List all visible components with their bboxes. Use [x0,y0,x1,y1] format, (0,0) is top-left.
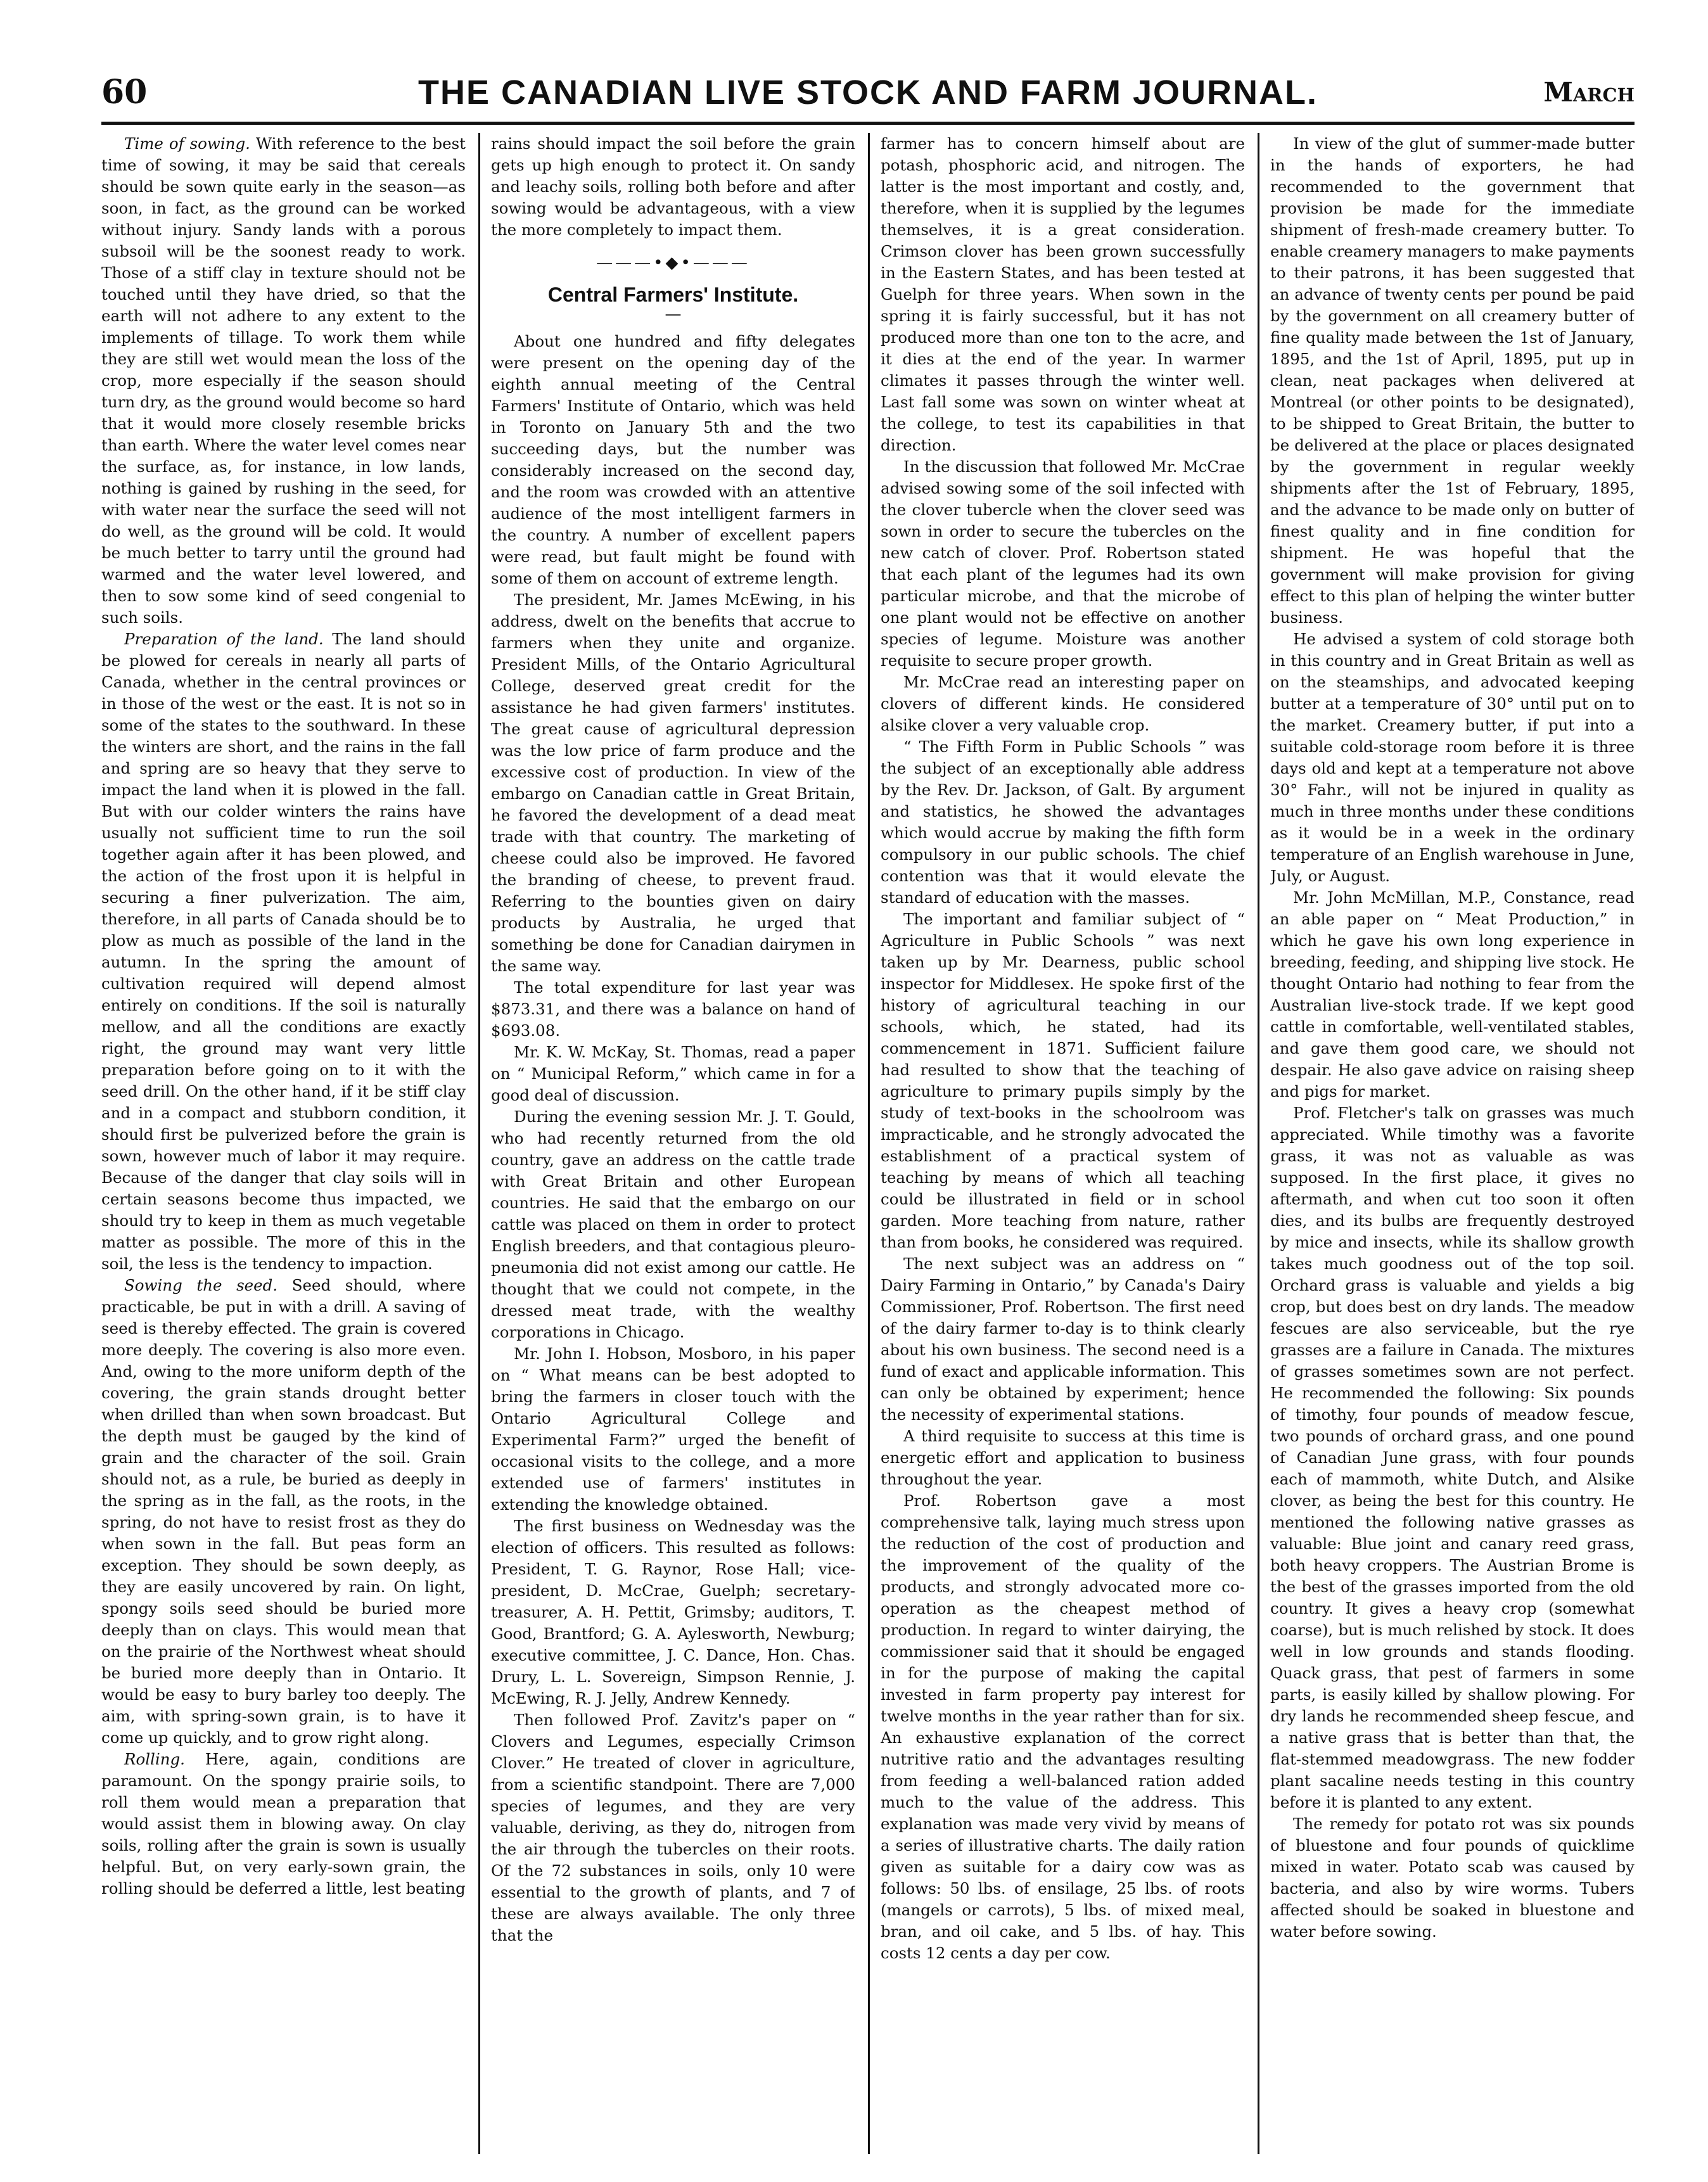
paragraph-text: Here, again, conditions are paramount. On the spongy prairie soils, to roll them would mean a preparation that would assist them in blowing away. On clay soils, rolling after the grain is sown is usually helpful. But, on very early-sown grain, the rolling should be deferred a little, lest beating [101,1750,466,1898]
paragraph: The important and familiar subject of “ Agriculture in Public Schools ” was next taken up by Mr. Dearness, public school inspector for Middlesex. He spoke first of the history of agricultural teaching in our schools, which, he stated, had its commencement in 1871. Sufficient failure had resulted to show that the teaching of agriculture to primary pupils simply by the study of text-books in the schoolroom was impracticable, and he strongly advocated the establishment of a practical system of teaching by means of which all teaching could be illustrated in field or in school garden. More teaching from nature, rather than from books, he considered was required. [881,910,1245,1251]
paragraph-rolling [101,1749,466,1899]
page-number: 60 [101,73,148,112]
paragraph: Mr. McCrae read an interesting paper on clovers of different kinds. He considered alsike clover a very valuable crop. [881,673,1245,734]
paragraph: Then followed Prof. Zavitz's paper on “ Clovers and Legumes, especially Crimson Clover.” He treated of clover in agriculture, from a scientific standpoint. There are 7,000 species of legumes, and they are very valuable, deriving, as they do, nitrogen from the air through the tubercles on their roots. Of the 72 substances in soils, only 10 were essential to the growth of plants, and 7 of these are always available. The only three that the [491,1711,855,1944]
paragraph-preparation-of-land [101,628,466,1275]
paragraph: Prof. Robertson gave a most comprehensive talk, laying much stress upon the reduction of the cost of production and the improvement of the quality of the products, and strongly advocated more co-operation as the cheapest method of production. In regard to winter dairying, the commissioner said that it should be engaged in for the purpose of making the capital invested in farm property pay interest for twelve months in the year rather than for six. An exhaustive explanation of the correct nutritive ratio and the advantages resulting from feeding a well-balanced ration added much to the value of the address. This explanation was made very vivid by means of a series of illustrative charts. The daily ration given as suitable for a dairy cow was as follows: 50 lbs. of ensilage, 25 lbs. of roots (mangels or carrots), 5 lbs. of mixed meal, bran, and oil cake, and 5 lbs. of hay. This costs 12 cents a day per cow. [881,1491,1245,1962]
paragraph: He advised a system of cold storage both in this country and in Great Britain as well as on the steamships, and advocated keeping butter at a temperature of 30° until put on to the market. Creamery butter, if put into a suitable cold-storage room before it is three days old and kept at a temperature not above 30° Fahr., will not be injured in quality as much in three months under these conditions as it would be in a week in the ordinary temperature of an English warehouse in June, July, or August. [1270,630,1635,885]
heading-dash: — [665,305,682,324]
paragraph-text: Seed should, where practicable, be put in with a drill. A saving of seed is thereby effected. The grain is covered more deeply. The covering is also more even. And, owing to the more uniform depth of the covering, the grain stands drought better when drilled than when sown broadcast. But the depth must be gauged by the kind of grain and the character of the soil. Grain should not, as a rule, be buried as deeply in the spring as in the fall, as the roots, in the spring, do not have to resist frost as they do when sown in the fall. But peas form an exception. They should be sown deeply, as they are easily uncovered by rain. On light, spongy soils seed should be buried more deeply than on clays. This would mean that on the prairie of the Northwest wheat should be buried more deeply than in Ontario. It would be easy to bury barley too deeply. The aim, with spring-sown grain, is to have it come up quickly, and to grow right along. [101,1276,466,1747]
paragraph-time-of-sowing [101,133,466,628]
column-divider [478,133,480,2154]
paragraph-text: The land should be plowed for cereals in nearly all parts of Canada, whether in the central provinces or in those of the west or the east. It is not so in some of the states to the southward. In these the winters are short, and the rains in the fall and spring are so heavy that they serve to impact the land when it is plowed in the fall. But with our colder winters the rains have usually not sufficient time to run the soil together again after it has been plowed, and the action of the frost upon it is helpful in securing a finer pulverization. The aim, therefore, in all parts of Canada should be to plow as much as possible of the land in the autumn. In the spring the amount of cultivation required will depend almost entirely on conditions. If the soil is naturally mellow, and all the conditions are exactly right, the ground may want very little preparation before going on to it with the seed drill. On the other hand, if it be stiff clay and in a compact and stubborn condition, it should first be pulverized before the grain is sown, however much of labor it may require. Because of the danger that clay soils will in certain seasons become thus impacted, we should try to keep in them as much vegetable matter as possible. The more of this in the soil, the less is the tendency to impaction. [101,630,466,1273]
paragraph-lead: Rolling. [124,1750,185,1768]
paragraph: About one hundred and fifty delegates were present on the opening day of the eighth annual meeting of the Central Farmers' Institute of Ontario, which was held in Toronto on January 5th and the two succeeding days, but the number was considerably increased on the second day, and the room was crowded with an attentive audience of the most intelligent farmers in the country. A number of excellent papers were read, but fault might be found with some of them on account of extreme length. [491,332,855,587]
paragraph: The first business on Wednesday was the election of officers. This resulted as follows: President, T. G. Raynor, Rose Hall; vice-president, D. McCrae, Guelph; secretary-treasurer, A. H. Pettit, Grimsby; auditors, T. Good, Brantford; G. A. Aylesworth, Newburg; executive committee, J. C. Dance, Hon. Chas. Drury, L. L. Sovereign, Simpson Rennie, J. McEwing, R. J. Jelly, Andrew Kennedy. [491,1517,855,1707]
paragraph-lead: Sowing the seed. [124,1276,278,1294]
paragraph: Mr. John McMillan, M.P., Constance, read an able paper on “ Meat Production,” in which he gave his own long experience in breeding, feeding, and shipping live stock. He thought Ontario had nothing to fear from the Australian live-stock trade. If we kept good cattle in comfortable, well-ventilated stables, and gave them good care, we should not despair. He also gave advice on raising sheep and pigs for market. [1270,888,1635,1101]
paragraph-lead: Time of sowing. [124,134,250,153]
section-ornament: ———•◆•——— [596,253,750,272]
header-rule [101,122,1635,125]
paragraph-text: With reference to the best time of sowing, it may be said that cereals should be sown quite early in the season—as soon, in fact, as the ground can be worked without injury. Sandy lands with a porous subsoil will be the soonest ready to work. Those of a stiff clay in texture should not be touched until they have dried, so that the earth will not adhere to any extent to the implements of tillage. To work them while they are still wet would mean the loss of the crop, more especially if the season should turn dry, as the ground would become so hard that it would more closely resemble bricks than earth. Where the water level comes near the surface, as, for instance, in low lands, nothing is gained by rushing in the seed, for with water near the surface the seed will not do well, as the ground will be cold. It would be much better to tarry until the ground had warmed and the water level lowered, and then to sow some kind of seed congenial to such soils. [101,134,466,627]
paragraph: The remedy for potato rot was six pounds of bluestone and four pounds of quicklime mixed in water. Potato scab was caused by bacteria, and also by wire worms. Tubers affected should be soaked in bluestone and water before sowing. [1270,1815,1635,1941]
paragraph: A third requisite to success at this time is energetic effort and application to business throughout the year. [881,1427,1245,1488]
paragraph: Mr. K. W. McKay, St. Thomas, read a paper on “ Municipal Reform,” which came in for a good deal of discussion. [491,1043,855,1104]
paragraph: During the evening session Mr. J. T. Gould, who had recently returned from the old country, gave an address on the cattle trade with Great Britain and other European countries. He said that the embargo on our cattle was placed on them in order to protect English breeders, and that contagious pleuro-pneumonia did not exist among our cattle. He thought that we could not compete, in the dressed meat trade, with the wealthy corporations in Chicago. [491,1107,855,1341]
paragraph-lead: Preparation of the land. [124,630,324,648]
paragraph: “ The Fifth Form in Public Schools ” was the subject of an exceptionally able address by the Rev. Dr. Jackson, of Galt. By argument and statistics, he showed the advantages which would accrue by making the fifth form compulsory in our public schools. The chief contention was that it would elevate the standard of education with the masses. [881,737,1245,907]
journal-title: THE CANADIAN LIVE STOCK AND FARM JOURNAL. [417,73,1318,112]
section-heading: Central Farmers' Institute. [547,283,799,306]
column-2 [491,133,855,2154]
column-1 [101,133,466,2154]
column-4 [1270,133,1635,2154]
paragraph: Prof. Fletcher's talk on grasses was much appreciated. While timothy was a favorite grass, it was not as valuable as was supposed. In the first place, it gives no aftermath, and when cut too soon it often dies, and its bulbs are frequently destroyed by mice and insects, while its shallow growth takes much goodness out of the top soil. Orchard grass is valuable and yields a big crop, but does best on dry lands. The meadow fescues are also serviceable, but the rye grasses are a failure in Canada. The mixtures of grasses sometimes sown are not perfect. He recommended the following: Six pounds of timothy, four pounds of meadow fescue, two pounds of orchard grass, and one pound of Canadian June grass, with four pounds each of mammoth, white Dutch, and Alsike clover, as being the best for this country. He mentioned the following native grasses as valuable: Blue joint and canary reed grass, both heavy croppers. The Austrian Brome is the best of the grasses imported from the old country. It gives a heavy crop (somewhat coarse), but is much relished by stock. It does well in low grounds and stands flooding. Quack grass, that pest of farmers in some parts, is easily killed by shallow plowing. For dry lands he recommended sheep fescue, and a native grass that is better than that, the flat-stemmed meadowgrass. The new fodder plant sacaline needs testing in this country before it is planted to any extent. [1270,1104,1635,1811]
paragraph: In the discussion that followed Mr. McCrae advised sowing some of the soil infected with the clover tubercle when the clover seed was sown in order to secure the tubercles on the new catch of clover. Prof. Robertson stated that each plant of the legumes had its own particular microbe, and that the microbe of one plant would not be effective on another species of legume. Moisture was another requisite to secure proper growth. [881,457,1245,670]
column-3 [881,133,1245,2154]
paragraph: In view of the glut of summer-made butter in the hands of exporters, he had recommended to the government that provision be made for the immediate shipment of fresh-made creamery butter. To enable creamery managers to make payments to their patrons, it has been suggested that an advance of twenty cents per pound be paid by the government on all creamery butter of fine quality made between the 1st of January, 1895, and the 1st of April, 1895, put up in clean, neat packages when delivered at Montreal (or other points to be designated), to be shipped to Great Britain, the butter to be delivered at the place or places designated by the government in regular weekly shipments after the 1st of February, 1895, and the advance to be made only on butter of finest quality and in fine condition for shipment. He was hopeful that the government will make provision for giving effect to this plan of helping the winter butter business. [1270,134,1635,627]
paragraph: rains should impact the soil before the grain gets up high enough to protect it. On sandy and leachy soils, rolling both before and after sowing would be advantageous, with a view the more completely to impact them. [491,134,855,239]
column-divider [1258,133,1259,2154]
paragraph-sowing-the-seed [101,1275,466,1749]
paragraph: The next subject was an address on “ Dairy Farming in Ontario,” by Canada's Dairy Commissioner, Prof. Robertson. The first need of the dairy farmer to-day is to think clearly about his own business. The second need is a fund of exact and applicable information. This can only be obtained by experiment; hence the necessity of experimental stations. [881,1254,1245,1424]
paragraph: The president, Mr. James McEwing, in his address, dwelt on the benefits that accrue to farmers when they unite and organize. President Mills, of the Ontario Agricultural College, deserved great credit for the assistance he had given farmers' institutes. The great cause of agricultural depression was the low price of farm produce and the excessive cost of production. In view of the embargo on Canadian cattle in Great Britain, he favored the development of a dead meat trade with that country. The marketing of cheese could also be improved. He favored the branding of cheese, to prevent fraud. Referring to the bounties given on dairy products by Australia, he urged that something be done for Canadian dairymen in the same way. [491,590,855,975]
paragraph: Mr. John I. Hobson, Mosboro, in his paper on “ What means can be best adopted to bring the farmers in closer touch with the Ontario Agricultural College and Experimental Farm?” urged the benefit of occasional visits to the college, and a more extended use of farmers' institutes in extending the knowledge obtained. [491,1344,855,1514]
paragraph: The total expenditure for last year was $873.31, and there was a balance on hand of $693.08. [491,978,855,1040]
article-columns [101,133,1635,2154]
issue-month: March [1543,77,1635,108]
column-divider [868,133,870,2154]
paragraph: farmer has to concern himself about are potash, phosphoric acid, and nitrogen. The latter is the most important and costly, and, therefore, when it is supplied by the legumes themselves, it is a great consideration. Crimson clover has been grown successfully in the Eastern States, and has been tested at Guelph for three years. When sown in the spring it is fairly successful, but it has not produced more than one ton to the acre, and it dies at the end of the year. In warmer climates it passes through the winter well. Last fall some was sown on winter wheat at the college, to test its capabilities in that direction. [881,134,1245,454]
page-header [101,73,1635,117]
